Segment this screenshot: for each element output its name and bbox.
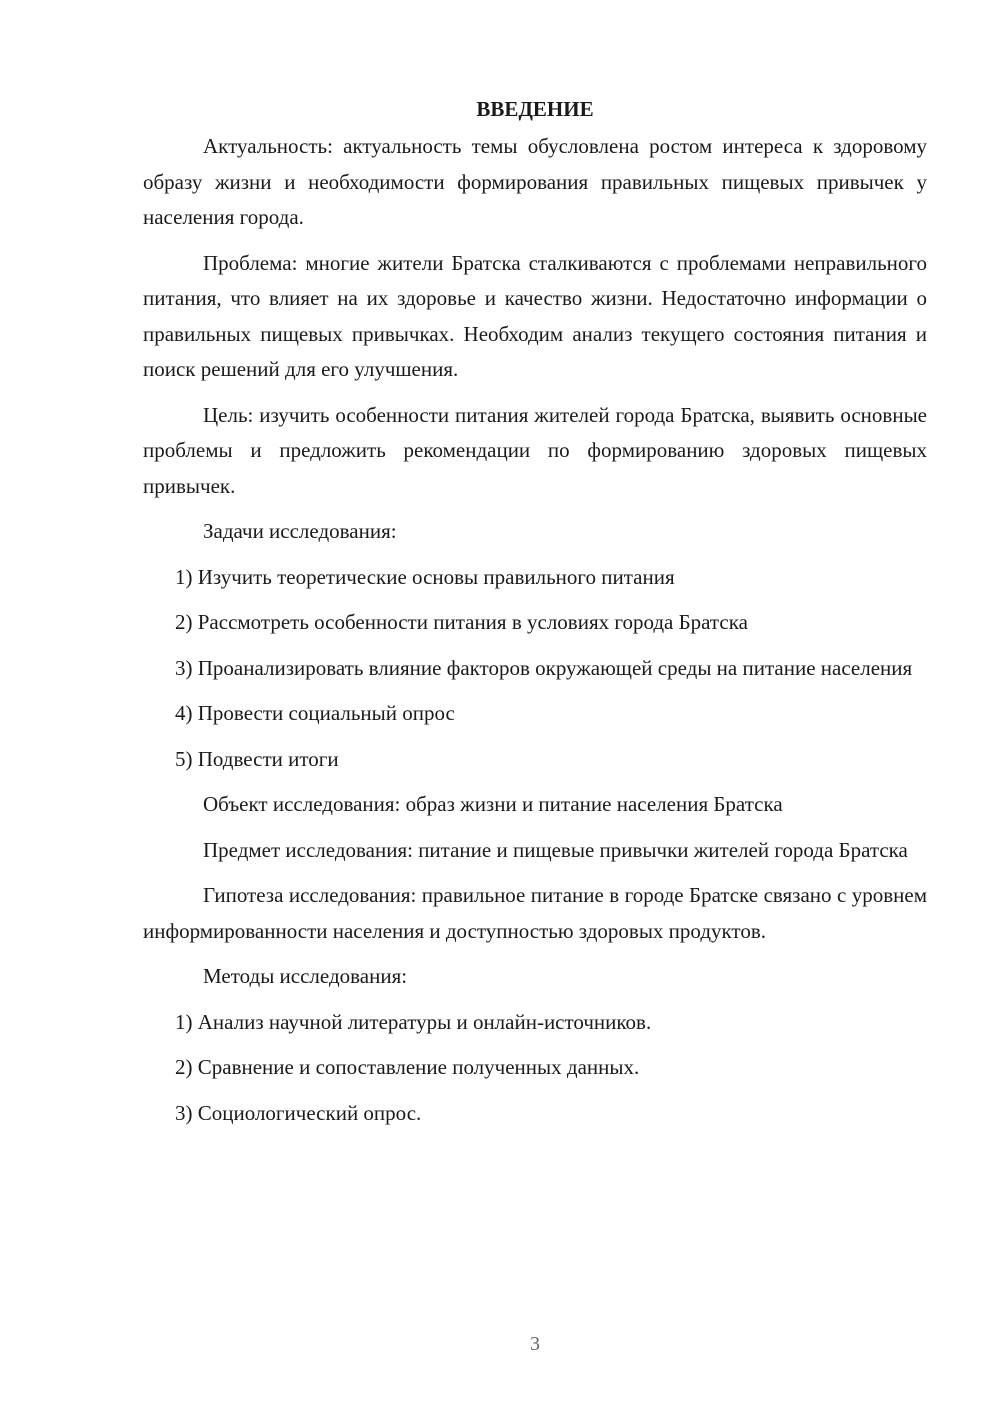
methods-title: Методы исследования:	[203, 964, 408, 988]
page-number: 3	[530, 1333, 540, 1355]
section-heading: ВВЕДЕНИЕ	[476, 97, 594, 121]
page-content	[143, 92, 927, 1141]
subject-paragraph: Предмет исследования: питание и пищевые привычки жителей города Братска	[203, 837, 908, 862]
method-item: 1) Анализ научной литературы и онлайн-источников.	[175, 1009, 652, 1034]
task-item: 4) Провести социальный опрос	[175, 701, 455, 725]
task-item: 5) Подвести итоги	[175, 746, 339, 771]
task-item: 3) Проанализировать влияние факторов окружающей среды на питание населения	[175, 655, 913, 680]
task-item: 1) Изучить теоретические основы правильного питания	[175, 564, 675, 589]
goal-paragraph: Цель: изучить особенности питания жителей города Братска, выявить основные проблемы и предложить рекомендации по формированию здоровых пищевых привычек.	[143, 402, 927, 498]
hypothesis-paragraph: Гипотеза исследования: правильное питание в городе Братске связано с уровнем информированности населения и доступностью здоровых продуктов.	[143, 883, 927, 943]
object-paragraph: Объект исследования: образ жизни и питание населения Братска	[203, 792, 783, 816]
method-item: 3) Социологический опрос.	[175, 1100, 422, 1125]
problem-paragraph: Проблема: многие жители Братска сталкиваются с проблемами неправильного питания, что влияет на их здоровье и качество жизни. Недостаточно информации о правильных пищевых привычках. Необходим анализ текущего состояния питания и поиск решений для его улучшения.	[143, 250, 927, 381]
method-item: 2) Сравнение и сопоставление полученных данных.	[175, 1055, 640, 1079]
relevance-paragraph: Актуальность: актуальность темы обусловлена ростом интереса к здоровому образу жизни и необходимости формирования правильных пищевых привычек у населения города.	[143, 134, 927, 229]
task-item: 2) Рассмотреть особенности питания в условиях города Братска	[175, 610, 748, 634]
tasks-title: Задачи исследования:	[203, 519, 397, 543]
